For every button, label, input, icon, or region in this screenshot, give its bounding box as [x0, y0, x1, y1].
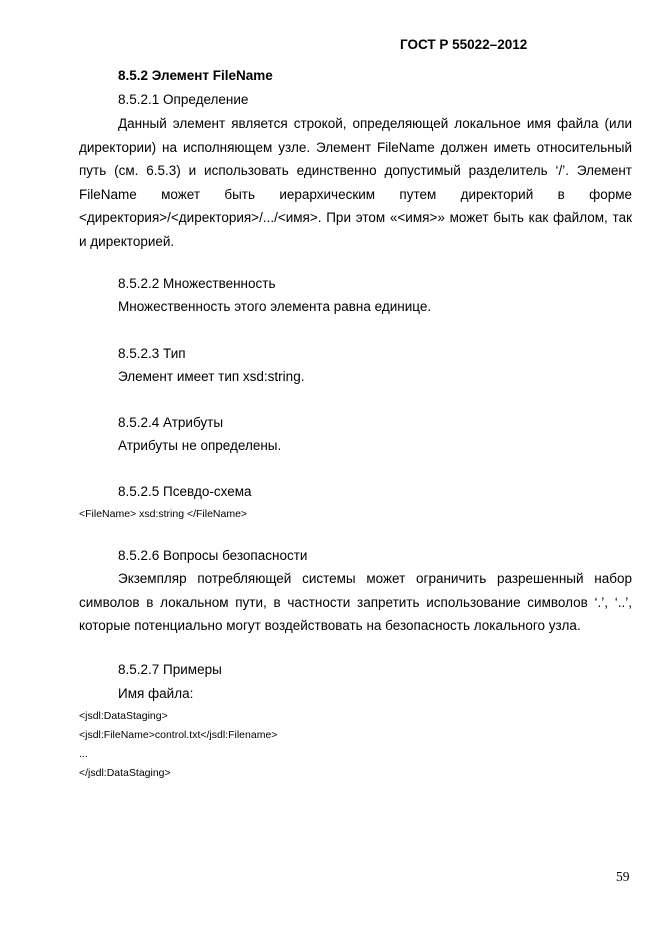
- pseudo-schema-code: <FileName> xsd:string </FileName>: [79, 508, 248, 520]
- definition-paragraph: Данный элемент является строкой, определяющей локальное имя файла (или директории) на исполняющем узле. Элемент FileName должен иметь относительный путь (см. 6.5.3) и использовать единственно допустимый разделитель ‘/’. Элемент FileName может быть иерархическим путем директорий в форме <директория>/<директория>/.../<имя>. При этом «<имя>» может быть как файлом, так и директорией.: [79, 116, 632, 249]
- type-text: Элемент имеет тип xsd:string.: [118, 369, 305, 384]
- page-number: 59: [616, 869, 630, 884]
- attributes-heading: 8.5.2.4 Атрибуты: [118, 415, 224, 430]
- security-paragraph: Экземпляр потребляющей системы может ограничить разрешенный набор символов в локальном пути, в частности запретить использование символов ‘.’, ‘..’, которые потенциально могут воздействовать на безопасность локального узла.: [79, 571, 632, 633]
- document-id-header: ГОСТ Р 55022–2012: [400, 37, 528, 52]
- example-code-line: <jsdl:DataStaging>: [79, 710, 168, 722]
- example-code-line: </jsdl:DataStaging>: [79, 767, 171, 779]
- security-heading: 8.5.2.6 Вопросы безопасности: [118, 548, 308, 563]
- multiplicity-heading: 8.5.2.2 Множественность: [118, 276, 276, 291]
- multiplicity-text: Множественность этого элемента равна единице.: [118, 299, 432, 314]
- examples-heading: 8.5.2.7 Примеры: [118, 662, 222, 677]
- definition-heading: 8.5.2.1 Определение: [118, 92, 249, 107]
- example-code-line: ...: [79, 748, 88, 760]
- attributes-text: Атрибуты не определены.: [118, 438, 282, 453]
- example-code-line: <jsdl:FileName>control.txt</jsdl:Filename>: [79, 729, 278, 741]
- examples-subheading: Имя файла:: [118, 686, 194, 701]
- pseudo-schema-heading: 8.5.2.5 Псевдо-схема: [118, 484, 252, 499]
- type-heading: 8.5.2.3 Тип: [118, 346, 186, 361]
- section-title: 8.5.2 Элемент FileName: [118, 68, 273, 83]
